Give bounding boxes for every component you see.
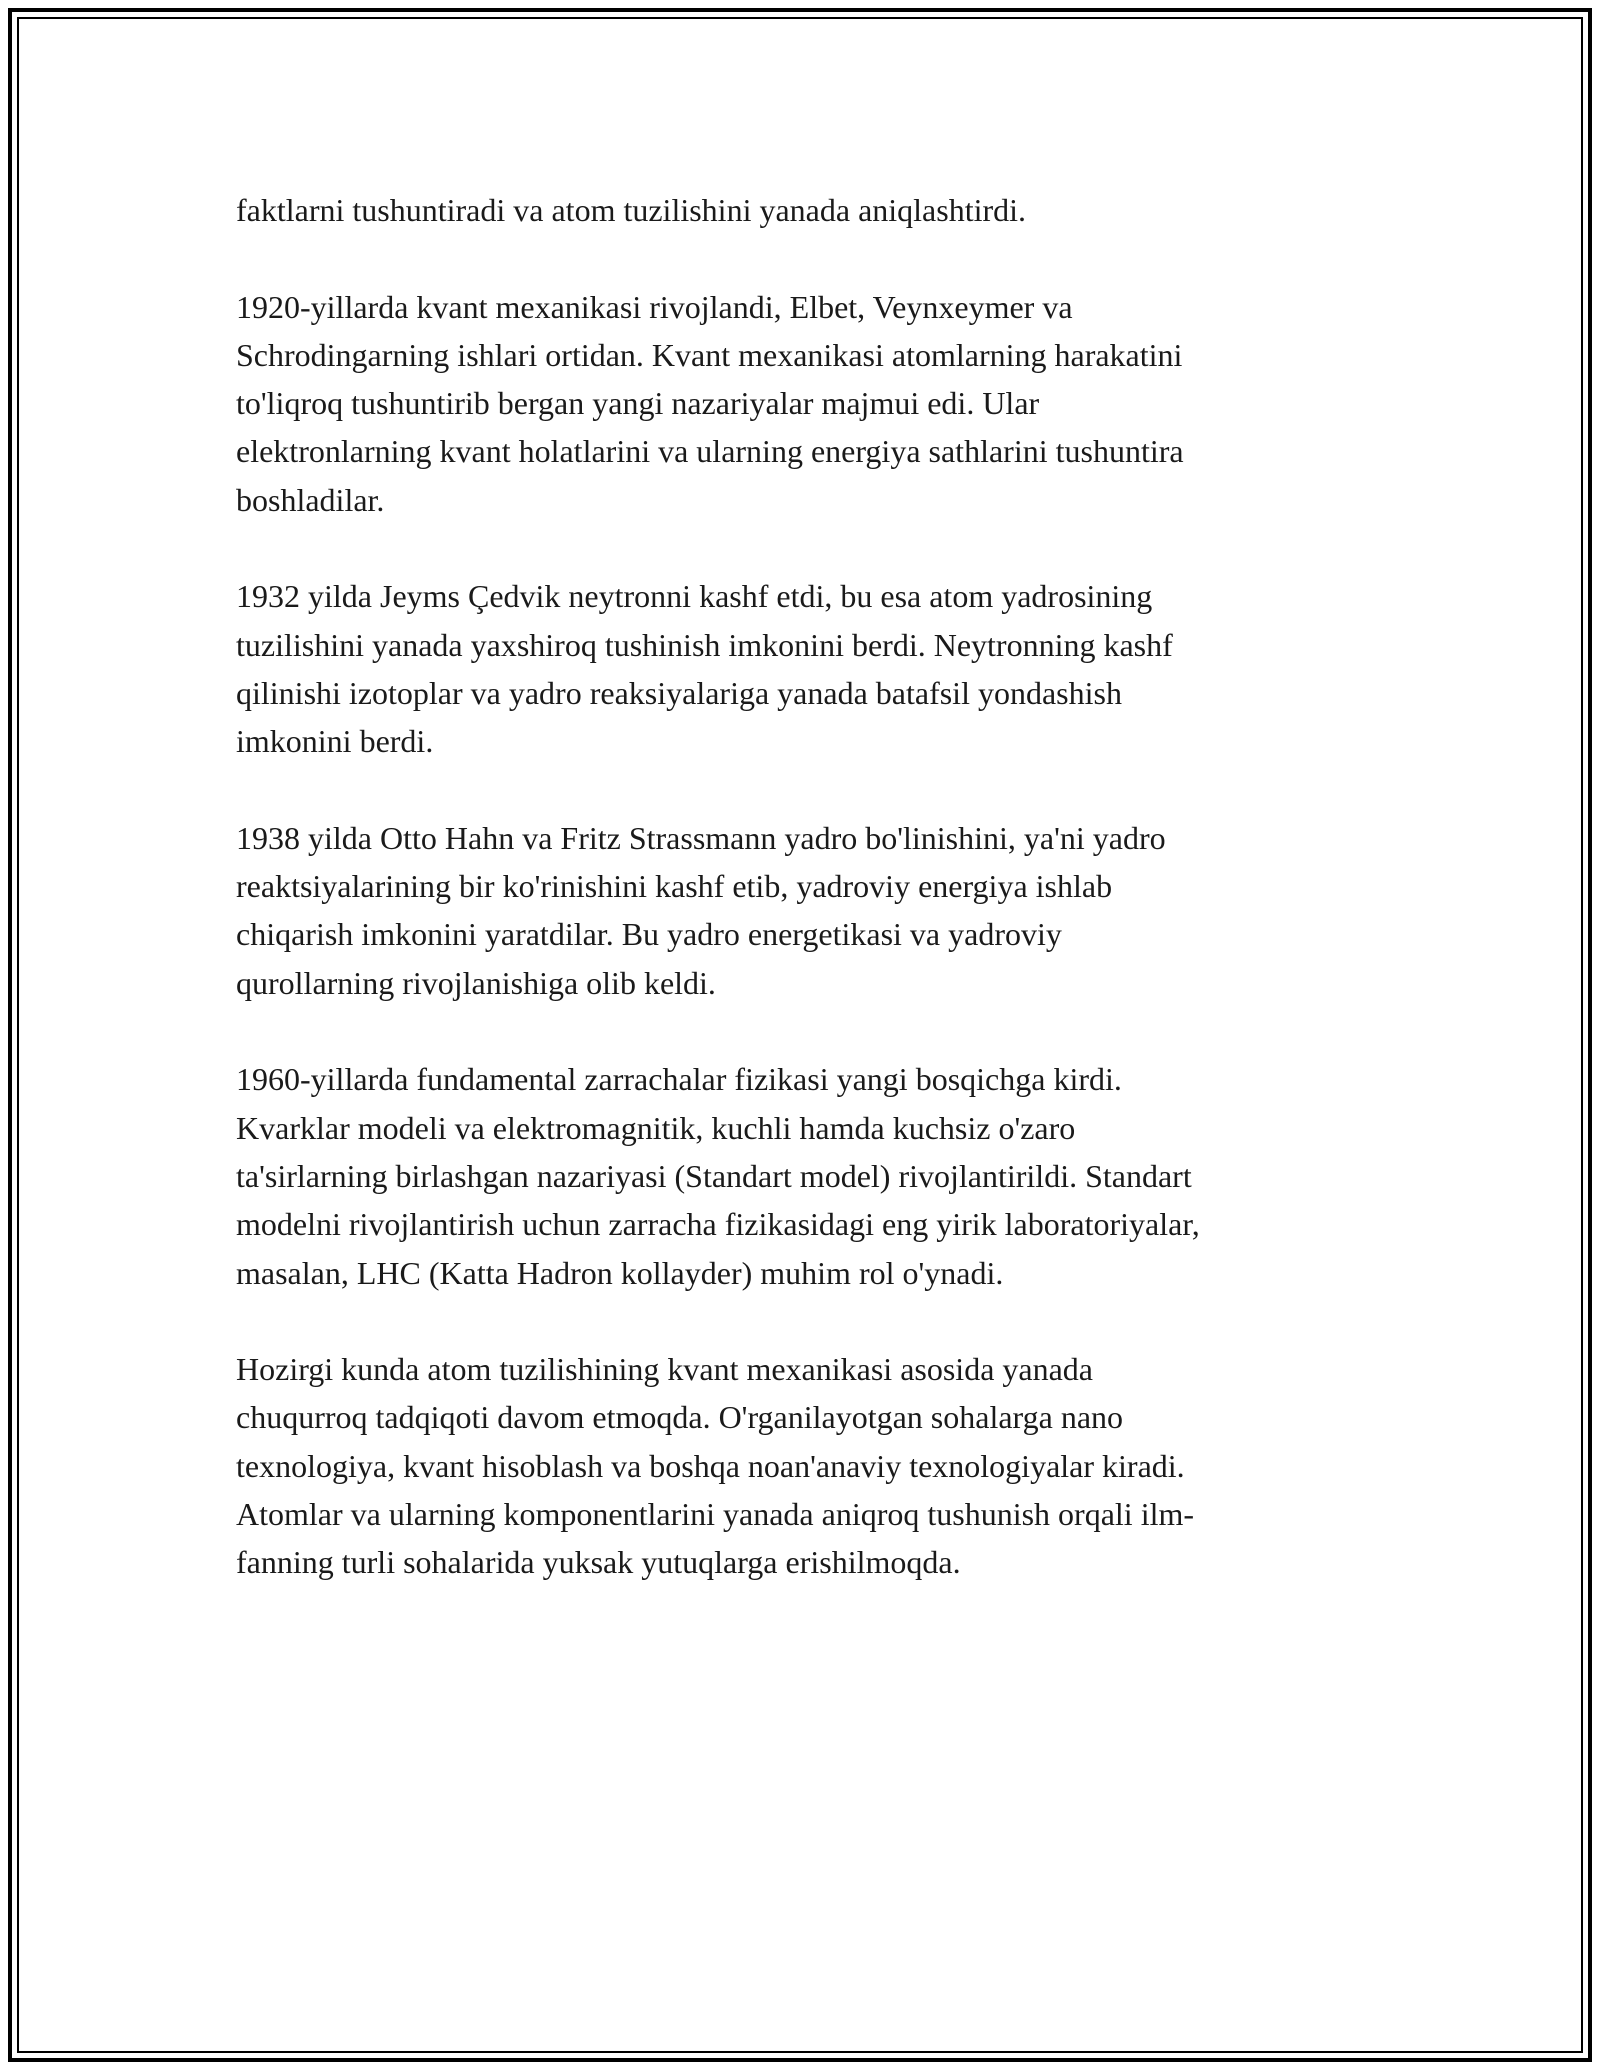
text-line: 1920-yillarda kvant mexanikasi rivojlandi, Elbet, Veynxeymer va bbox=[236, 288, 1073, 325]
text-line: boshladilar. bbox=[236, 481, 385, 518]
text-line: reaktsiyalarining bir ko'rinishini kashf etib, yadroviy energiya ishlab bbox=[236, 868, 1113, 905]
text-line: elektronlarning kvant holatlarini va ularning energiya sathlarini tushuntira bbox=[236, 433, 1184, 470]
document-body bbox=[236, 186, 1366, 1587]
text-line: qilinishi izotoplar va yadro reaksiyalariga yanada batafsil yondashish bbox=[236, 674, 1122, 711]
paragraph-4 bbox=[236, 814, 1366, 1007]
text-line: to'liqroq tushuntirib bergan yangi nazariyalar majmui edi. Ular bbox=[236, 385, 1040, 422]
paragraph-6 bbox=[236, 1345, 1366, 1586]
text-line: masalan, LHC (Katta Hadron kollayder) muhim rol o'ynadi. bbox=[236, 1254, 1004, 1291]
text-line: Schrodingarning ishlari ortidan. Kvant mexanikasi atomlarning harakatini bbox=[236, 336, 1183, 373]
text-line: 1932 yilda Jeyms Çedvik neytronni kashf etdi, bu esa atom yadrosining bbox=[236, 578, 1153, 615]
text-line: fanning turli sohalarida yuksak yutuqlarga erishilmoqda. bbox=[236, 1544, 961, 1581]
text-line: qurollarning rivojlanishiga olib keldi. bbox=[236, 964, 716, 1001]
text-line: Hozirgi kunda atom tuzilishining kvant mexanikasi asosida yanada bbox=[236, 1351, 1093, 1388]
paragraph-2 bbox=[236, 283, 1366, 524]
text-line: ta'sirlarning birlashgan nazariyasi (Standart model) rivojlantirildi. Standart bbox=[236, 1157, 1192, 1194]
text-line: 1938 yilda Otto Hahn va Fritz Strassmann yadro bo'linishini, ya'ni yadro bbox=[236, 819, 1166, 856]
text-line: faktlarni tushuntiradi va atom tuzilishini yanada aniqlashtirdi. bbox=[236, 192, 1027, 228]
paragraph-3 bbox=[236, 572, 1366, 765]
paragraph-5 bbox=[236, 1055, 1366, 1296]
text-line: Atomlar va ularning komponentlarini yanada aniqroq tushunish orqali ilm- bbox=[236, 1496, 1195, 1533]
text-line: tuzilishini yanada yaxshiroq tushinish imkonini berdi. Neytronning kashf bbox=[236, 626, 1173, 663]
text-line: 1960-yillarda fundamental zarrachalar fizikasi yangi bosqichga kirdi. bbox=[236, 1061, 1122, 1098]
text-line: Kvarklar modeli va elektromagnitik, kuchli hamda kuchsiz o'zaro bbox=[236, 1109, 1076, 1146]
paragraph-1 bbox=[236, 186, 1366, 234]
text-line: chuqurroq tadqiqoti davom etmoqda. O'rganilayotgan sohalarga nano bbox=[236, 1399, 1124, 1436]
text-line: texnologiya, kvant hisoblash va boshqa noan'anaviy texnologiyalar kiradi. bbox=[236, 1447, 1185, 1484]
text-line: imkonini berdi. bbox=[236, 723, 434, 760]
text-line: chiqarish imkonini yaratdilar. Bu yadro energetikasi va yadroviy bbox=[236, 916, 1062, 953]
text-line: modelni rivojlantirish uchun zarracha fizikasidagi eng yirik laboratoriyalar, bbox=[236, 1206, 1200, 1243]
